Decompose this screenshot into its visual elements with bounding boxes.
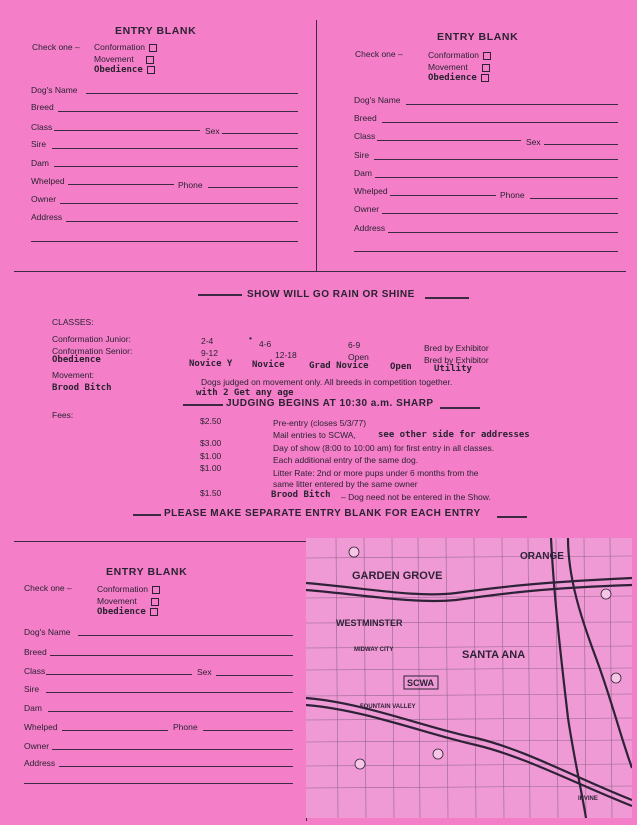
address-label: Address [354, 223, 386, 233]
movement-class-label: Movement: [52, 370, 95, 380]
sire-field[interactable] [374, 159, 618, 160]
obedience-grad-novice: Grad Novice [309, 361, 369, 371]
classes-heading: CLASSES: [52, 317, 94, 327]
phone-field[interactable] [203, 730, 293, 731]
phone-label: Phone [173, 722, 198, 732]
breed-field[interactable] [58, 111, 298, 112]
map-graphic [306, 538, 632, 818]
address-field-line-2[interactable] [354, 251, 618, 252]
address-label: Address [31, 212, 63, 222]
movement-checkbox[interactable] [146, 56, 154, 64]
address-label: Address [24, 758, 56, 768]
sire-label: Sire [24, 684, 40, 694]
fee-description: Each additional entry of the same dog. [273, 455, 419, 465]
rain-or-shine-heading: SHOW WILL GO RAIN OR SHINE [247, 289, 415, 300]
conformation-checkbox[interactable] [152, 586, 160, 594]
brood-bitch-class-label: Brood Bitch [52, 383, 112, 393]
location-map [306, 538, 632, 818]
top-column-divider [316, 20, 317, 272]
conformation-checkbox[interactable] [149, 44, 157, 52]
open-class: Open [348, 352, 369, 362]
map-label-santa-ana: SANTA ANA [462, 649, 526, 661]
bred-by-exhibitor: Bred by Exhibitor [424, 343, 489, 353]
brood-bitch-note: with 2 Get any age [196, 388, 294, 398]
fee-amount: $3.00 [200, 438, 222, 448]
whelped-label: Whelped [31, 176, 65, 186]
dam-label: Dam [24, 703, 42, 713]
mail-entries-text: Mail entries to SCWA, [273, 430, 356, 440]
dam-field[interactable] [48, 711, 293, 712]
dam-field[interactable] [54, 166, 298, 167]
brood-bitch-fee-label: Brood Bitch [271, 490, 331, 500]
owner-label: Owner [24, 741, 50, 751]
dogs-name-label: Dog's Name [354, 95, 401, 105]
owner-label: Owner [31, 194, 57, 204]
obedience-utility: Utility [434, 364, 472, 374]
obedience-novice: Novice [252, 360, 285, 370]
bottom-section-divider [14, 541, 306, 542]
check-one-label: Check one – [355, 49, 403, 59]
fee-amount: $2.50 [200, 416, 222, 426]
whelped-field[interactable] [62, 730, 168, 731]
fee-description: Litter Rate: 2nd or more pups under 6 months from the [273, 468, 479, 478]
whelped-label: Whelped [354, 186, 388, 196]
phone-label: Phone [500, 190, 525, 200]
heading-dash [183, 404, 223, 406]
address-field-line-2[interactable] [31, 241, 298, 242]
dam-label: Dam [31, 158, 49, 168]
owner-field[interactable] [52, 749, 293, 750]
address-field[interactable] [388, 232, 618, 233]
sex-field[interactable] [216, 675, 293, 676]
obedience-checkbox[interactable] [481, 74, 489, 82]
fees-label: Fees: [52, 410, 74, 420]
entry-blank-title: ENTRY BLANK [115, 25, 197, 37]
sex-field[interactable] [222, 133, 298, 134]
obedience-open: Open [390, 362, 412, 372]
address-field[interactable] [59, 766, 293, 767]
class-field[interactable] [54, 130, 200, 131]
age-class: 2-4 [201, 336, 214, 346]
dogs-name-label: Dog's Name [31, 85, 78, 95]
map-label-fountain-valley: FOUNTAIN VALLEY [360, 704, 416, 710]
owner-field[interactable] [382, 213, 618, 214]
breed-label: Breed [354, 113, 377, 123]
conformation-checkbox[interactable] [483, 52, 491, 60]
movement-note: Dogs judged on movement only. All breeds in competition together. [201, 377, 453, 387]
conformation-option[interactable]: Conformation [97, 584, 160, 594]
dogs-name-label: Dog's Name [24, 627, 71, 637]
movement-option[interactable]: Movement [428, 62, 490, 72]
dogs-name-field[interactable] [86, 93, 298, 94]
obedience-checkbox[interactable] [147, 66, 155, 74]
sire-field[interactable] [52, 148, 298, 149]
dogs-name-field[interactable] [78, 635, 293, 636]
dogs-name-field[interactable] [406, 104, 618, 105]
obedience-class-label: Obedience [52, 355, 101, 365]
dam-label: Dam [354, 168, 372, 178]
sex-label: Sex [205, 126, 220, 136]
fee-description: same litter entered by the same owner [273, 479, 418, 489]
conformation-junior-label: Conformation Junior: [52, 334, 131, 344]
entry-blank-title: ENTRY BLANK [437, 31, 519, 43]
movement-checkbox[interactable] [482, 64, 490, 72]
address-field-line-2[interactable] [24, 783, 293, 784]
obedience-option[interactable]: Obedience [97, 607, 158, 617]
dam-field[interactable] [375, 177, 618, 178]
separate-entry-heading: PLEASE MAKE SEPARATE ENTRY BLANK FOR EACH ENTRY [164, 508, 481, 519]
map-label-midway-city: MIDWAY CITY [354, 647, 394, 653]
age-class: 9-12 [201, 348, 219, 358]
sex-label: Sex [526, 137, 541, 147]
obedience-novice-y: Novice Y [189, 359, 233, 369]
breed-label: Breed [24, 647, 47, 657]
whelped-label: Whelped [24, 722, 58, 732]
conformation-option[interactable]: Conformation [94, 42, 157, 52]
breed-field[interactable] [382, 122, 618, 123]
heading-dash [440, 407, 480, 409]
class-label: Class [31, 122, 53, 132]
whelped-field[interactable] [68, 184, 174, 185]
phone-field[interactable] [208, 187, 298, 188]
fee-amount: $1.00 [200, 451, 222, 461]
fee-description: Day of show (8:00 to 10:00 am) for first entry in all classes. [273, 443, 495, 453]
class-field[interactable] [46, 674, 192, 675]
judging-begins-heading: JUDGING BEGINS AT 10:30 a.m. SHARP [226, 398, 434, 409]
owner-label: Owner [354, 204, 380, 214]
map-label-irvine: IRVINE [578, 796, 598, 802]
breed-label: Breed [31, 102, 54, 112]
fee-amount: $1.00 [200, 463, 222, 473]
bred-by-exhibitor: Bred by Exhibitor [424, 355, 489, 365]
top-section-divider [14, 271, 626, 272]
obedience-option[interactable]: Obedience [94, 65, 155, 75]
check-one-label: Check one – [24, 583, 72, 593]
heading-dash [198, 294, 242, 296]
entry-blank-title: ENTRY BLANK [106, 566, 188, 578]
fee-description: – Dog need not be entered in the Show. [341, 492, 491, 502]
sire-label: Sire [31, 139, 47, 149]
map-label-garden-grove: GARDEN GROVE [352, 570, 443, 582]
owner-field[interactable] [60, 203, 298, 204]
phone-label: Phone [178, 180, 203, 190]
obedience-checkbox[interactable] [150, 608, 158, 616]
age-class: 12-18 [275, 350, 297, 360]
sire-label: Sire [354, 150, 370, 160]
map-label-orange: ORANGE [520, 551, 564, 562]
sex-field[interactable] [544, 144, 618, 145]
age-class: 4-6 [259, 339, 272, 349]
conformation-option[interactable]: Conformation [428, 50, 491, 60]
class-label: Class [354, 131, 376, 141]
heading-dash [497, 516, 527, 518]
sex-label: Sex [197, 667, 212, 677]
class-label: Class [24, 666, 46, 676]
breed-field[interactable] [50, 655, 293, 656]
movement-checkbox[interactable] [151, 598, 159, 606]
see-other-side-text: see other side for addresses [378, 430, 530, 440]
class-field[interactable] [377, 140, 521, 141]
fee-amount: $1.50 [200, 488, 222, 498]
conformation-senior-label: Conformation Senior: [52, 346, 133, 356]
phone-field[interactable] [530, 198, 618, 199]
address-field[interactable] [66, 221, 298, 222]
obedience-option[interactable]: Obedience [428, 73, 489, 83]
map-label-westminster: WESTMINSTER [336, 618, 403, 628]
whelped-field[interactable] [390, 195, 496, 196]
heading-dash [425, 297, 469, 299]
fee-description: Pre-entry (closes 5/3/77) [273, 418, 367, 428]
sire-field[interactable] [46, 692, 293, 693]
age-class: 6-9 [348, 340, 361, 350]
check-one-label: Check one – [32, 42, 80, 52]
heading-dash [133, 514, 161, 516]
movement-option[interactable]: Movement [94, 54, 154, 64]
map-label-scwa: SCWA [407, 678, 434, 688]
movement-option[interactable]: Movement [97, 596, 159, 606]
